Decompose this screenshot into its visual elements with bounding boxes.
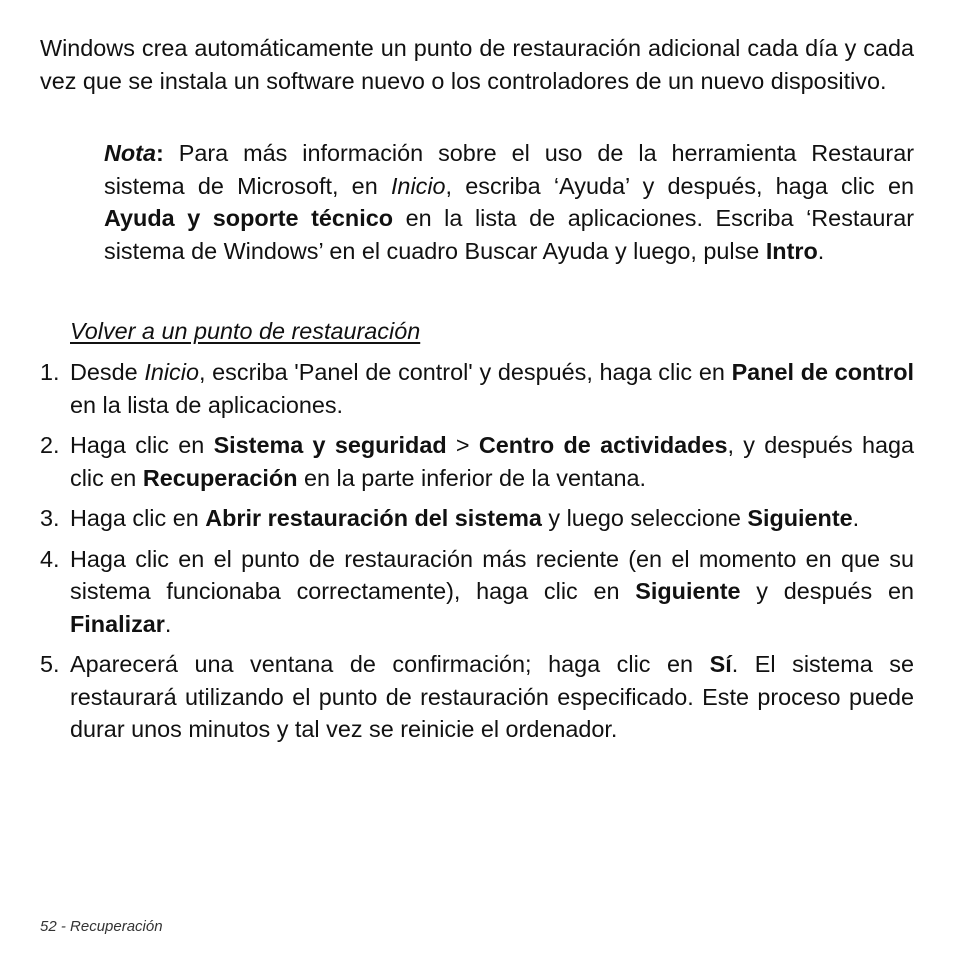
step-number: 1. xyxy=(40,359,60,385)
list-item: 4. Haga clic en el punto de restauración más reciente (en el momento en que su sistema funcionaba correctamente), haga clic en Siguiente y después en Finalizar. xyxy=(40,543,914,641)
list-item: 1. Desde Inicio, escriba 'Panel de control' y después, haga clic en Panel de control en la lista de aplicaciones. xyxy=(40,356,914,421)
step-number: 3. xyxy=(40,505,60,531)
section-subheading: Volver a un punto de restauración xyxy=(70,318,421,344)
step-number: 5. xyxy=(40,651,60,677)
ayuda-term: Ayuda y soporte técnico xyxy=(104,205,394,231)
intro-key-term: Intro xyxy=(765,237,818,264)
note-label: Nota: xyxy=(104,140,164,166)
page-footer: 52 - Recuperación xyxy=(40,918,163,935)
intro-paragraph: Windows crea automáticamente un punto de restauración adicional cada día y cada vez que se instala un software nuevo o los controladores de un nuevo dispositivo. xyxy=(40,35,914,94)
list-item: 5. Aparecerá una ventana de confirmación; haga clic en Sí. El sistema se restaurará utilizando el punto de restauración especificado. Este proceso puede durar unos minutos y tal vez se reinicie el ordenador. xyxy=(40,648,914,746)
step-number: 2. xyxy=(40,432,60,458)
list-item: 3. Haga clic en Abrir restauración del sistema y luego seleccione Siguiente. xyxy=(40,502,914,535)
list-item: 2. Haga clic en Sistema y seguridad > Centro de actividades, y después haga clic en Recuperación en la parte inferior de la ventana. xyxy=(40,429,914,494)
note-paragraph: Nota: Para más información sobre el uso de la herramienta Restaurar sistema de Microsoft, en Inicio, escriba ‘Ayuda’ y después, haga clic en Ayuda y soporte técnico en la lista de aplicaciones. Escriba ‘Restaurar sistema de Windows’ en el cuadro Buscar Ayuda y luego, pulse Intro. xyxy=(104,140,914,264)
inicio-term: Inicio xyxy=(390,172,446,199)
steps-list xyxy=(40,356,914,754)
step-number: 4. xyxy=(40,545,60,572)
